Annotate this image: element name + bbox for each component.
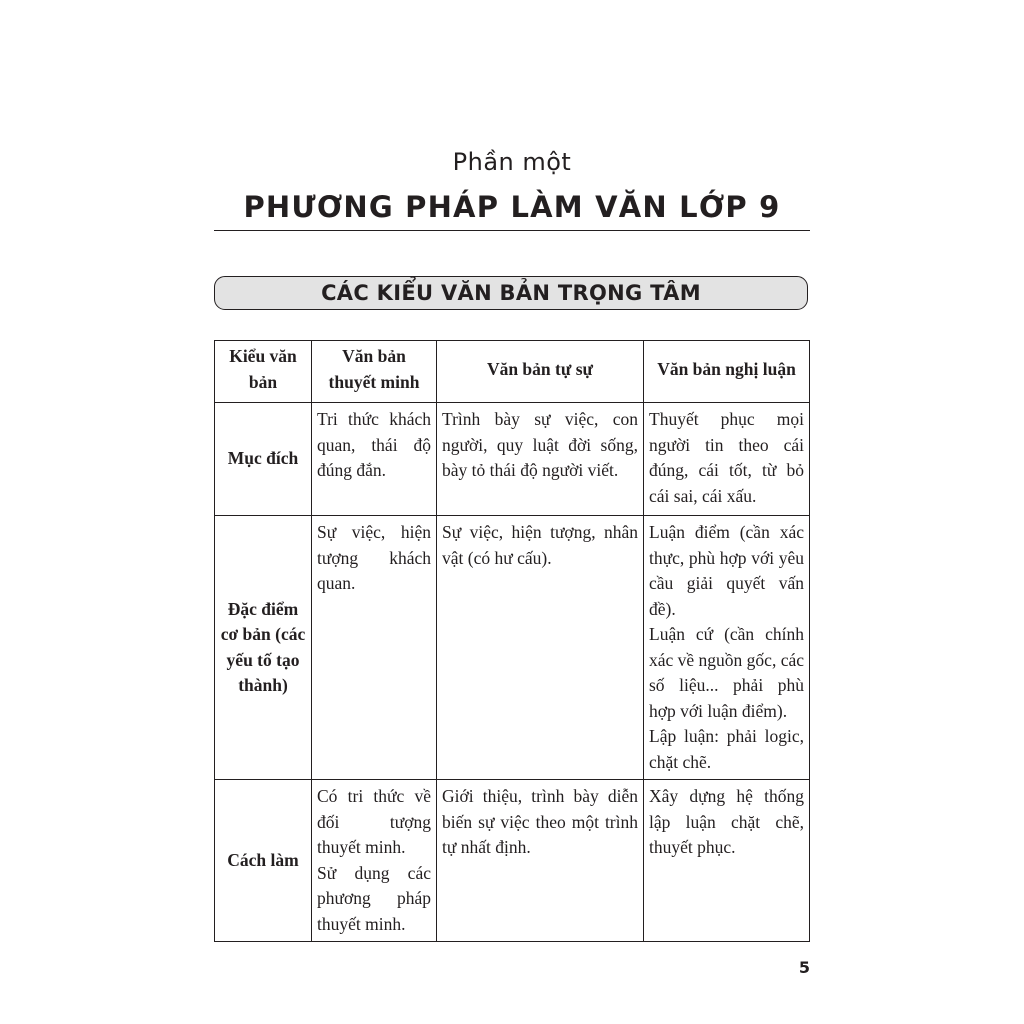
cell-paragraph: Luận cứ (cần chính xác về nguồn gốc, các số liệu... phải phù hợp với luận điểm). bbox=[649, 624, 804, 721]
cell-paragraph: Giới thiệu, trình bày diễn biến sự việc theo một trình tự nhất định. bbox=[442, 786, 638, 857]
table-cell bbox=[437, 403, 644, 516]
table-cell bbox=[644, 516, 810, 780]
page-title: PHƯƠNG PHÁP LÀM VĂN LỚP 9 bbox=[243, 190, 781, 224]
table-cell bbox=[312, 516, 437, 780]
section-title: CÁC KIỂU VĂN BẢN TRỌNG TÂM bbox=[321, 281, 701, 305]
cell-paragraph: Thuyết phục mọi người tin theo cái đúng, cái tốt, từ bỏ cái sai, cái xấu. bbox=[649, 409, 804, 506]
cell-paragraph: Lập luận: phải logic, chặt chẽ. bbox=[649, 726, 804, 772]
column-header-narrative: Văn bản tự sự bbox=[437, 341, 644, 403]
table-cell bbox=[312, 780, 437, 942]
table-header-row bbox=[215, 341, 810, 403]
cell-paragraph: Trình bày sự việc, con người, quy luật đời sống, bày tỏ thái độ người viết. bbox=[442, 409, 638, 480]
cell-paragraph: Xây dựng hệ thống lập luận chặt chẽ, thuyết phục. bbox=[649, 786, 804, 857]
part-label: Phần một bbox=[452, 148, 572, 176]
column-header-expository: Văn bản thuyết minh bbox=[312, 341, 437, 403]
table-cell bbox=[644, 403, 810, 516]
table-cell bbox=[437, 516, 644, 780]
table-row-characteristics bbox=[215, 516, 810, 780]
cell-paragraph: Luận điểm (cần xác thực, phù hợp với yêu cầu giải quyết vấn đề). bbox=[649, 522, 804, 619]
column-header-text-type: Kiểu văn bản bbox=[215, 341, 312, 403]
page-number: 5 bbox=[798, 958, 810, 977]
title-divider bbox=[214, 230, 810, 231]
cell-paragraph: Tri thức khách quan, thái độ đúng đắn. bbox=[317, 409, 431, 480]
column-header-argumentative: Văn bản nghị luận bbox=[644, 341, 810, 403]
cell-paragraph: Có tri thức về đối tượng thuyết minh. bbox=[317, 786, 431, 857]
table-row-method bbox=[215, 780, 810, 942]
row-label-purpose: Mục đích bbox=[215, 403, 312, 516]
table-cell bbox=[644, 780, 810, 942]
table-cell bbox=[312, 403, 437, 516]
cell-paragraph: Sự việc, hiện tượng, nhân vật (có hư cấu). bbox=[442, 522, 638, 568]
text-types-table bbox=[214, 340, 810, 942]
cell-paragraph: Sử dụng các phương pháp thuyết minh. bbox=[317, 862, 431, 934]
row-label-characteristics: Đặc điểm cơ bản (các yếu tố tạo thành) bbox=[215, 516, 312, 780]
row-label-method: Cách làm bbox=[215, 780, 312, 942]
table-cell bbox=[437, 780, 644, 942]
table-row-purpose bbox=[215, 403, 810, 516]
section-heading-box bbox=[214, 276, 808, 310]
cell-paragraph: Sự việc, hiện tượng khách quan. bbox=[317, 522, 431, 593]
